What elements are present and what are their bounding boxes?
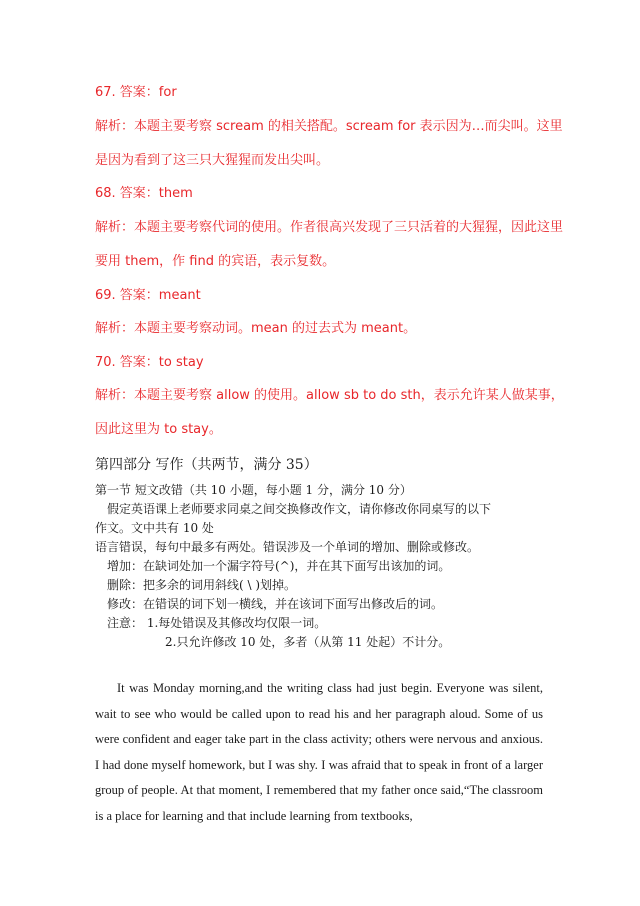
intro-line-1: 假定英语课上老师要求同桌之间交换修改作文，请你修改你同桌写的以下 [107,502,492,516]
intro-line-2: 作文。文中共有 10 处 [95,521,214,535]
rule-delete: 删除：把多余的词用斜线( \ )划掉。 [107,578,297,592]
essay-paragraph: It was Monday morning,and the writing class had just begin. Everyone was silent, wait to see who would be called upon to read his and her paragraph aloud. Some of us were confident and eager take part in the class activity; others were nervous and anxious. I had done myself homework, but I was shy. I was afraid that to speak in front of a larger group of people. At that moment, I remembered that my father once said,“The classroom is a place for learning and that include learning from textbooks, [95,681,543,823]
note-1: 注意： 1.每处错误及其修改均仅限一词。 [107,616,327,630]
answer-69: 69. 答案：meant [95,288,201,303]
analysis-67: 解析：本题主要考察 scream 的相关搭配。scream for 表示因为…而尖叫。这里是因为看到了这三只大猩猩而发出尖叫。 [95,119,563,168]
subsection-title: 第一节 短文改错（共 10 小题，每小题 1 分，满分 10 分） [95,483,412,497]
rule-add: 增加：在缺词处加一个漏字符号(^)，并在其下面写出该加的词。 [107,559,451,573]
analysis-68: 解析：本题主要考察代词的使用。作者很高兴发现了三只活着的大猩猩，因此这里要用 them，作 find 的宾语，表示复数。 [95,220,564,269]
answer-67: 67. 答案：for [95,85,177,100]
analysis-69: 解析：本题主要考察动词。mean 的过去式为 meant。 [95,321,417,336]
analysis-70: 解析：本题主要考察 allow 的使用。allow sb to do sth，表示允许某人做某事，因此这里为 to stay。 [95,388,564,437]
note-2: 2.只允许修改 10 处，多者（从第 11 处起）不计分。 [165,635,451,649]
rule-modify: 修改：在错误的词下划一横线，并在该词下面写出修改后的词。 [107,597,444,611]
answer-68: 68. 答案：them [95,186,193,201]
answer-70: 70. 答案：to stay [95,355,204,370]
intro-line-3: 语言错误，每句中最多有两处。错误涉及一个单词的增加、删除或修改。 [95,540,480,554]
section-title: 第四部分 写作（共两节，满分 35） [95,457,318,473]
